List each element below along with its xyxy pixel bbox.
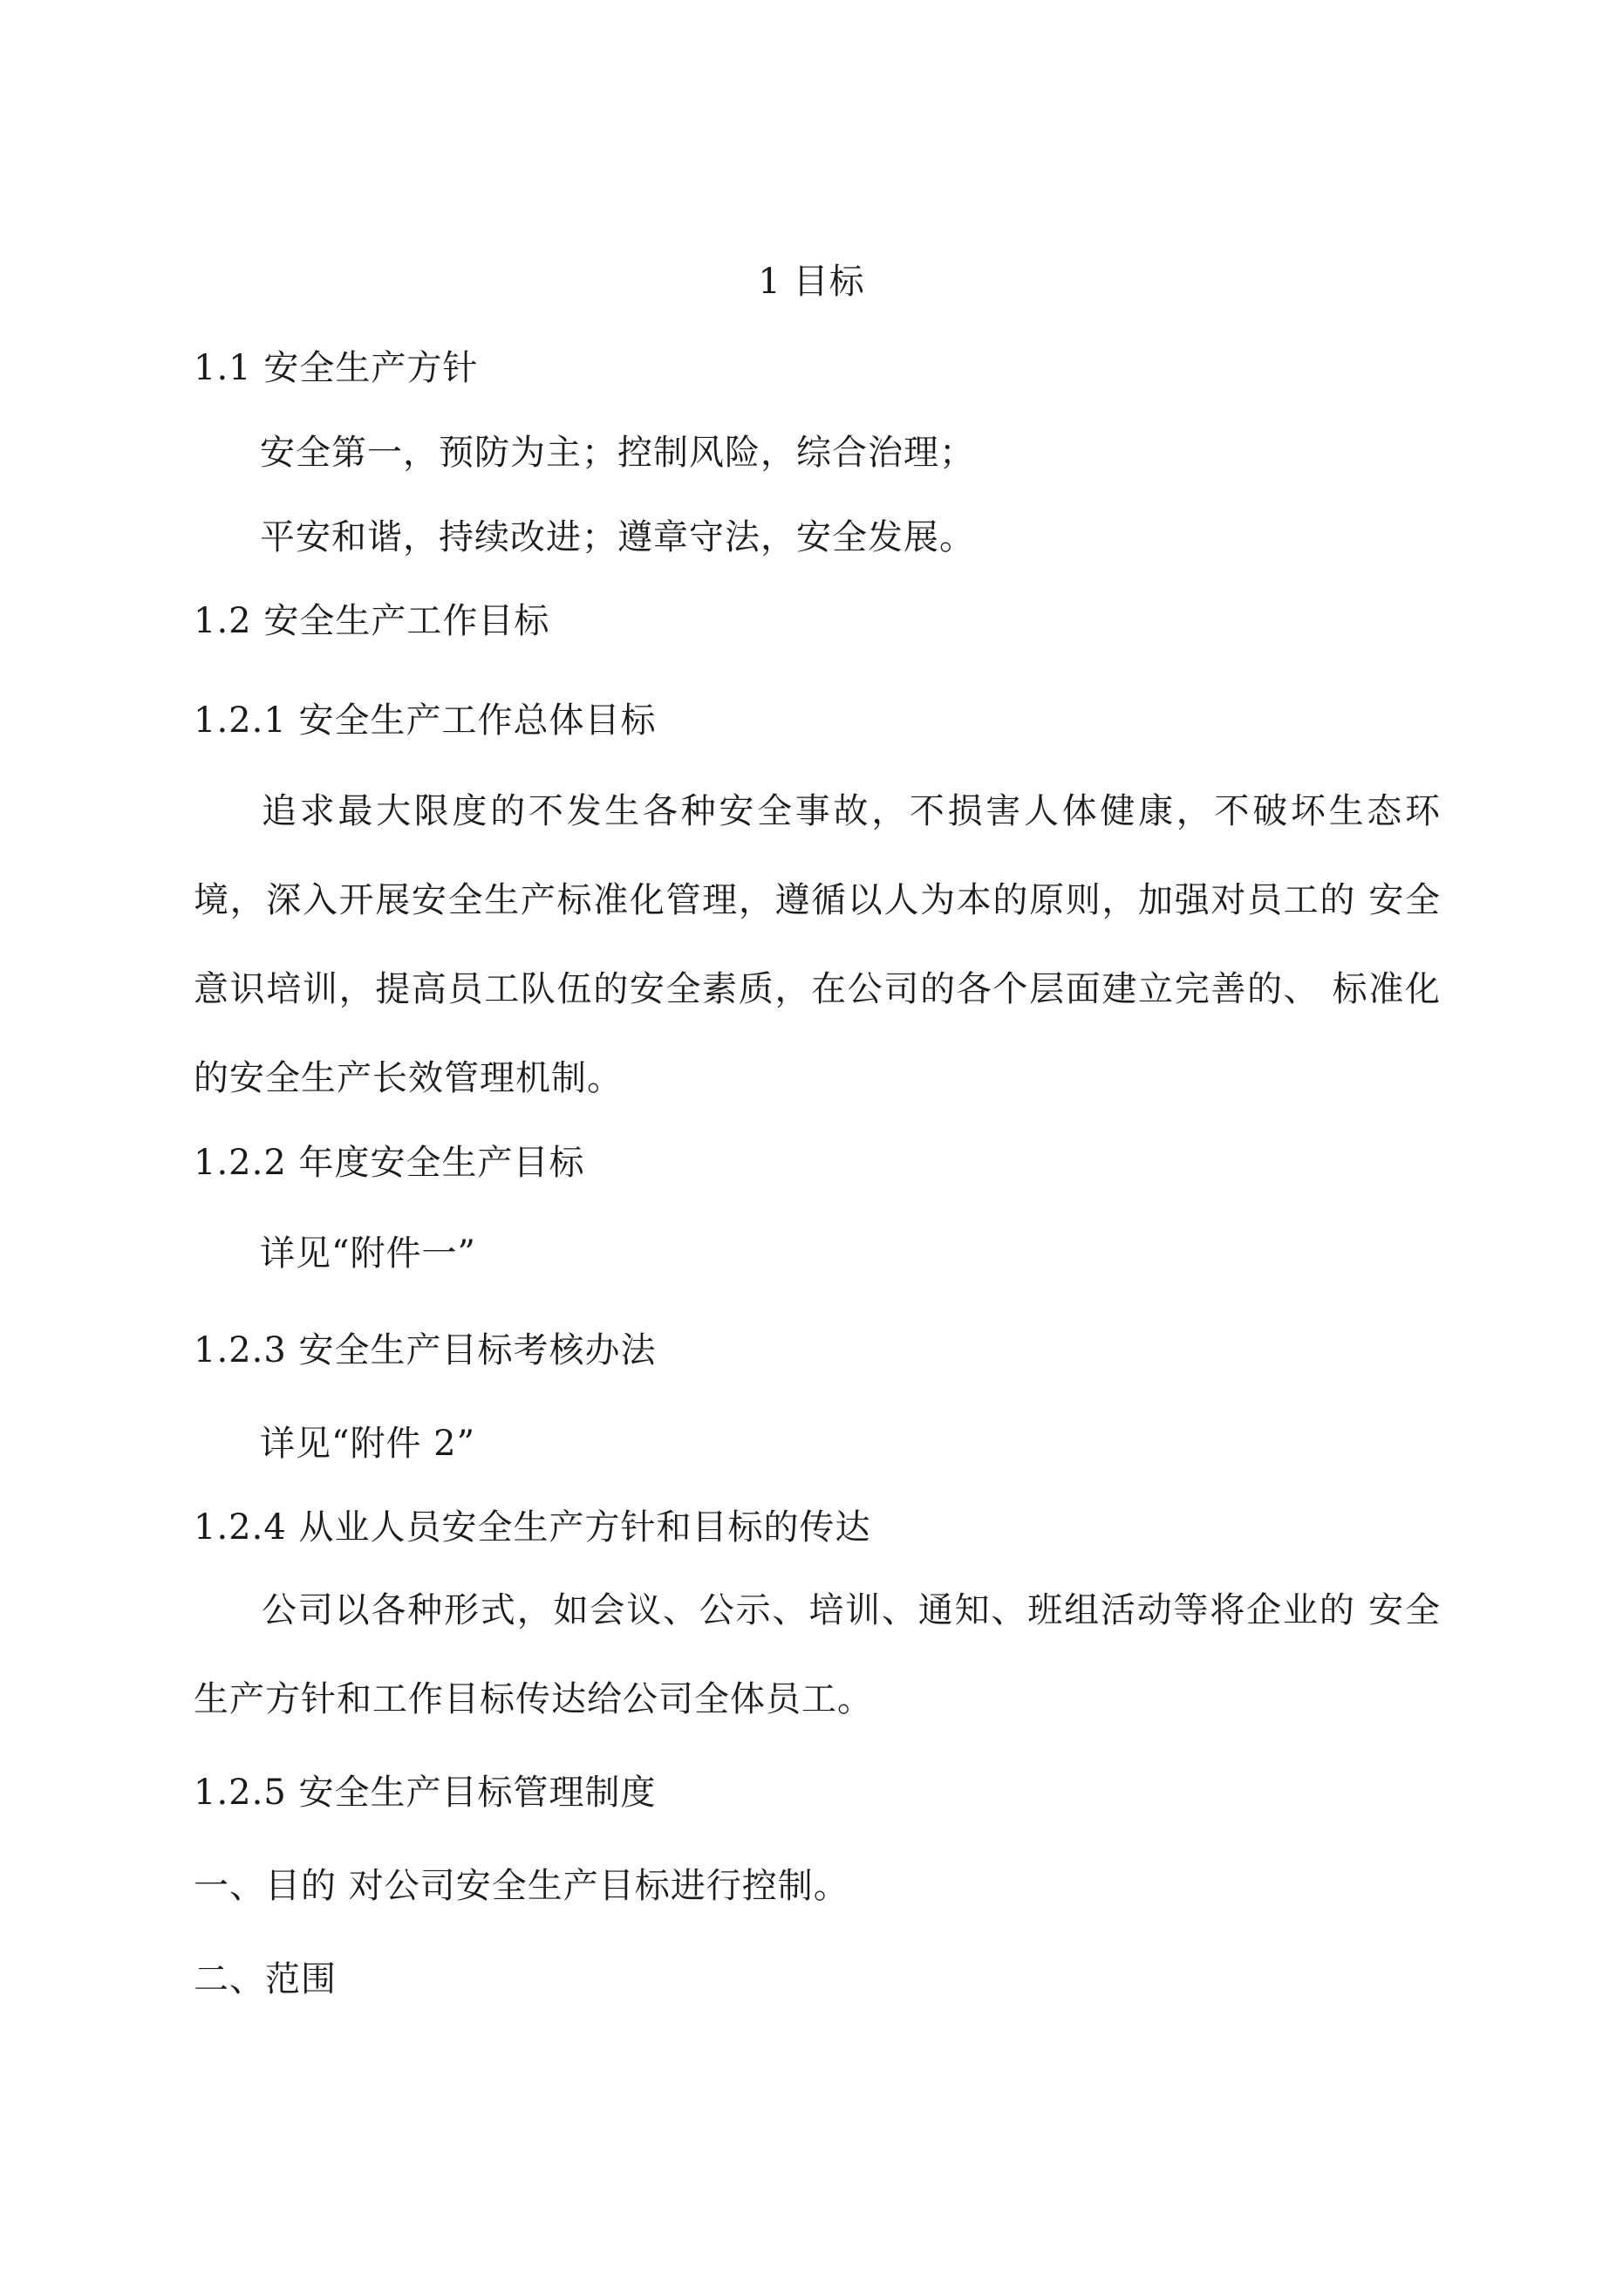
heading-1-2-2: 1.2.2 年度安全生产目标 — [194, 1143, 585, 1183]
policy-line-2: 平安和谐，持续改进；遵章守法，安全发展。 — [260, 517, 975, 557]
overall-goal-paragraph: 追求最大限度的不发生各种安全事故，不损害人体健康，不破坏生态环 境，深入开展安全生产标准化管理，遵循以人为本的原则，加强对员工的 安全意识培训，提高员工队伍的安全素质，在公司的各个层面建立完善的、 标准化的安全生产长效管理机制。 — [194, 791, 1441, 1098]
heading-1-2: 1.2 安全生产工作目标 — [194, 601, 550, 641]
heading-1-1: 1.1 安全生产方针 — [194, 348, 479, 388]
list-item-scope: 二、范围 — [194, 1959, 337, 1999]
heading-1-2-1: 1.2.1 安全生产工作总体目标 — [194, 700, 657, 741]
policy-line-1: 安全第一，预防为主；控制风险，综合治理； — [260, 433, 975, 473]
page-title: 1 目标 — [758, 262, 865, 302]
assessment-reference: 详见“附件 2” — [260, 1424, 476, 1464]
list-item-purpose: 一、目的 对公司安全生产目标进行控制。 — [194, 1866, 849, 1906]
heading-1-2-3: 1.2.3 安全生产目标考核办法 — [194, 1330, 657, 1370]
heading-1-2-4: 1.2.4 从业人员安全生产方针和目标的传达 — [194, 1507, 871, 1548]
heading-1-2-5: 1.2.5 安全生产目标管理制度 — [194, 1773, 657, 1813]
annual-goal-reference: 详见“附件一” — [260, 1233, 476, 1274]
communication-paragraph: 公司以各种形式，如会议、公示、培训、通知、班组活动等将企业的 安全生产方针和工作目标传达给公司全体员工。 — [194, 1590, 1441, 1719]
